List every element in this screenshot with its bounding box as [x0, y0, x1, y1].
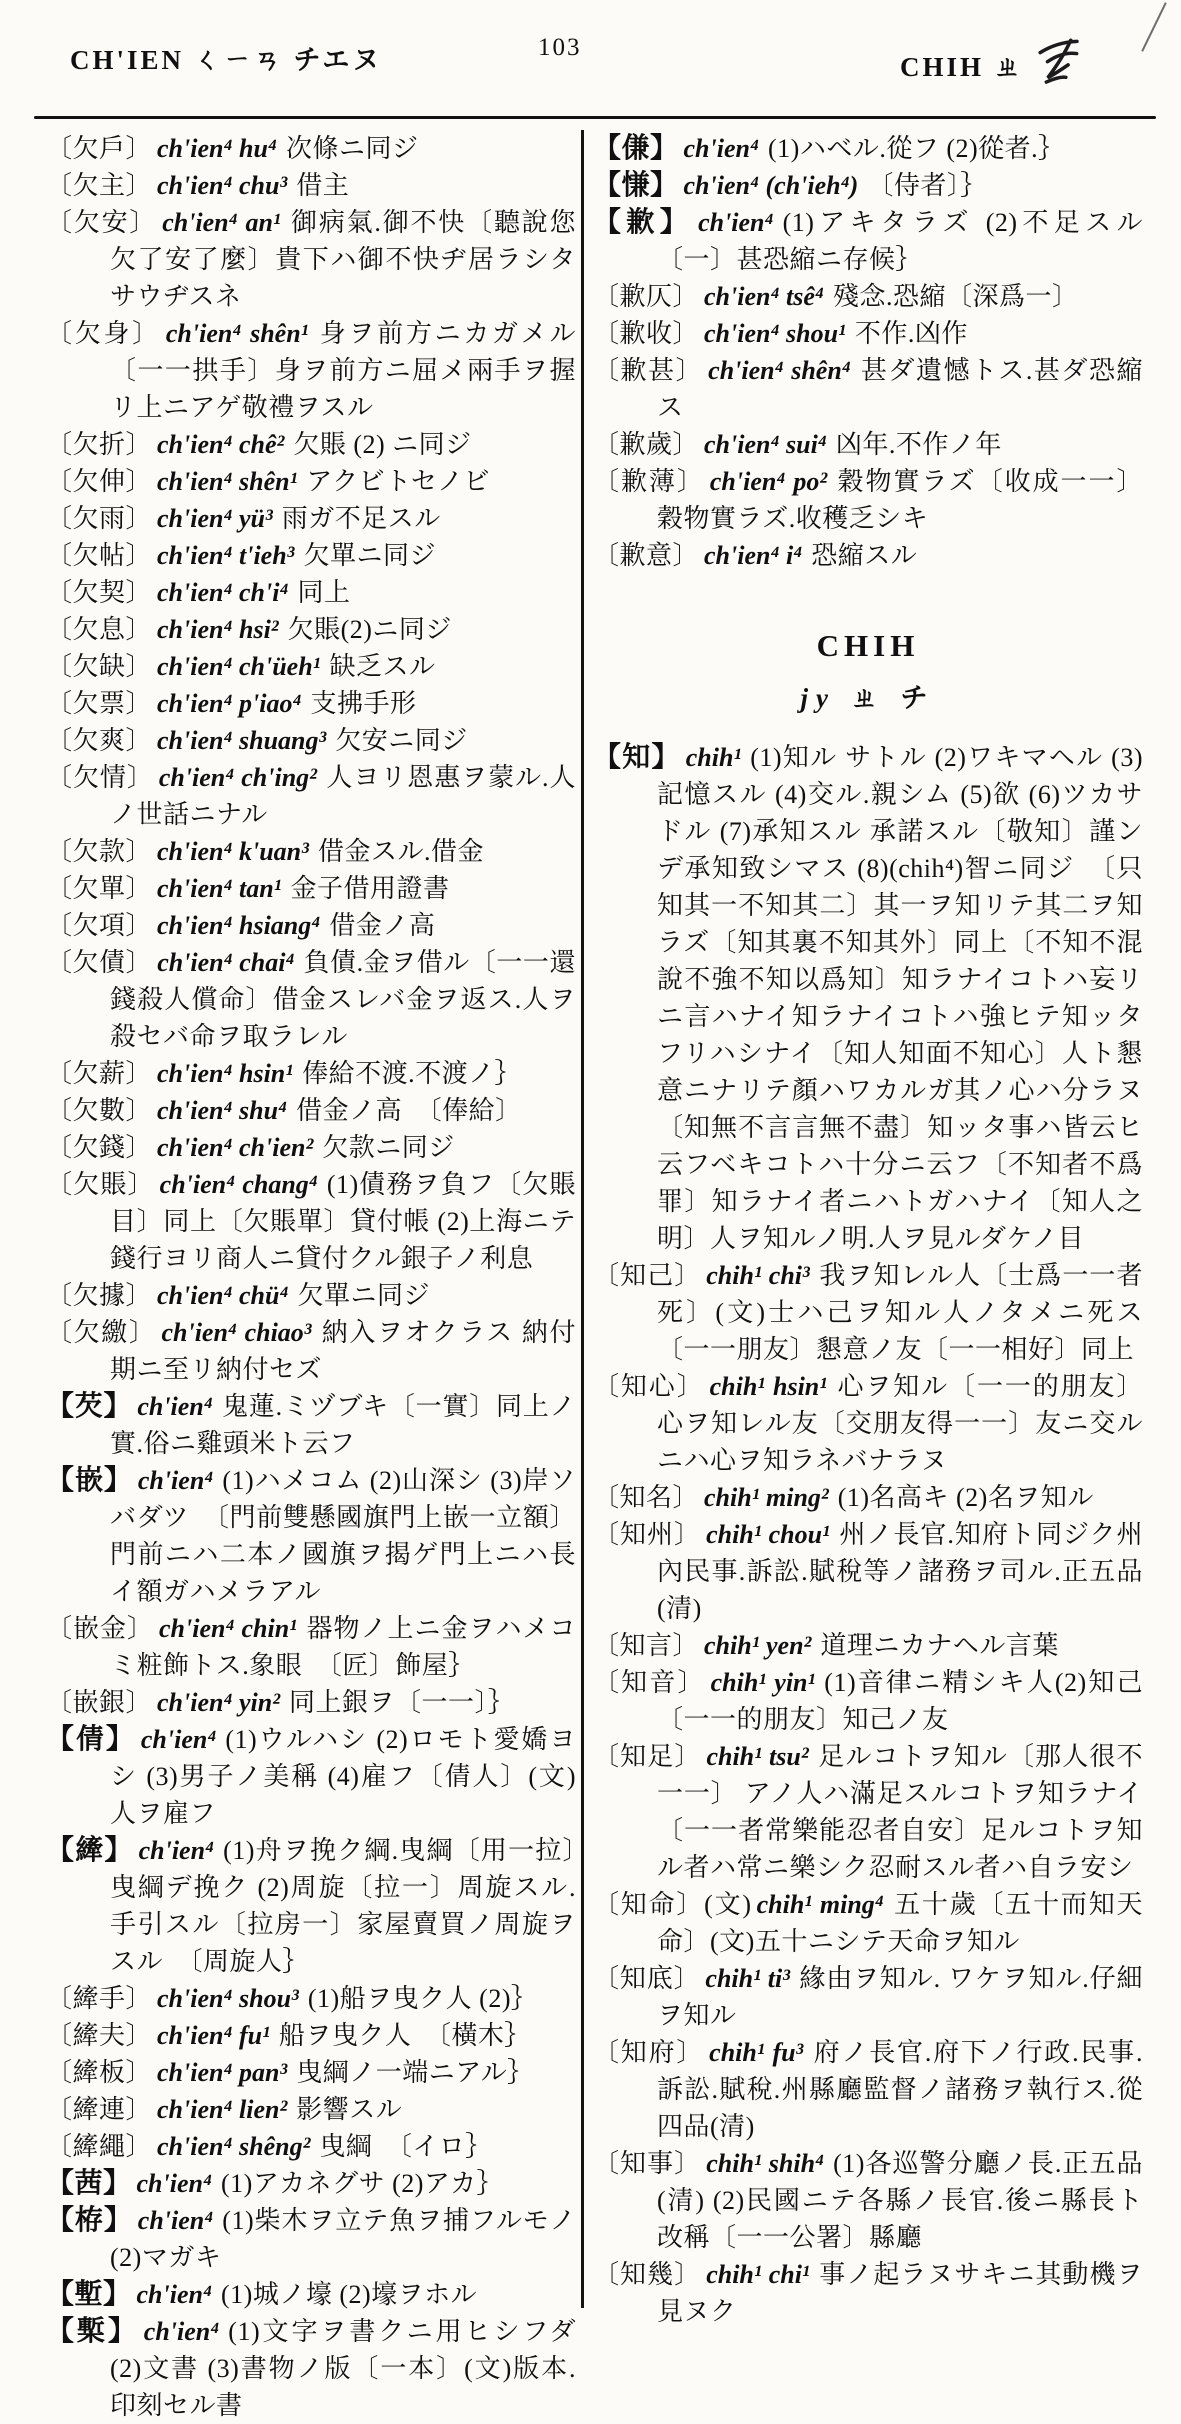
dictionary-entry: [593, 278, 1143, 315]
entry-definition: (1)音律ニ精シキ人(2)知己〔一一的朋友〕知己ノ友: [657, 1668, 1143, 1734]
entry-headword: 【塹】: [46, 2279, 132, 2310]
entry-romanization: ch'ien⁴ po²: [709, 467, 828, 496]
entry-definition: 五十歲〔五十而知天命〕(文)五十ニシテ天命ヲ知ル: [657, 1890, 1143, 1956]
dictionary-entry: [593, 1960, 1143, 2034]
entry-headword: 〔欠安〕: [46, 208, 158, 237]
entry-definition: 府ノ長官.府下ノ行政.民事.訴訟.賦稅.州縣廳監督ノ諸務ヲ執行ス.從四品(清): [657, 2038, 1143, 2141]
dictionary-entry: [46, 1092, 576, 1129]
dictionary-entry: [593, 130, 1143, 167]
entry-definition: 船ヲ曳ク人 〔橫木｝: [278, 2021, 531, 2050]
entry-headword: 〔欠單〕: [46, 874, 153, 903]
entry-headword: 〔欠息〕: [46, 615, 153, 644]
entry-definition: 支拂手形: [310, 689, 417, 718]
entry-romanization: ch'ien⁴ ch'ing²: [158, 763, 317, 792]
entry-definition: 人ヨリ恩惠ヲ蒙ル.人ノ世話ニナル: [110, 763, 576, 829]
entry-headword: 〔欠爽〕: [46, 726, 153, 755]
entry-headword: 〔欠帖〕: [46, 541, 153, 570]
entry-definition: (1)舟ヲ挽ク綱.曳綱〔用一拉〕曳綱デ挽ク (2)周旋〔拉一〕周旋スル.手引スル〔拉房一〕家屋賣買ノ周旋ヲスル 〔周旋人｝: [110, 1836, 576, 1976]
entry-romanization: chih¹ yin¹: [710, 1668, 816, 1697]
entry-headword: 【芡】: [46, 1391, 133, 1422]
entry-romanization: ch'ien⁴ chü⁴: [157, 1281, 289, 1310]
entry-definition: 借金ノ高: [329, 911, 436, 940]
entry-definition: 次條ニ同ジ: [285, 134, 419, 163]
dictionary-entry: [46, 537, 576, 574]
section-zhuyin-kana: ㄓ チ: [850, 683, 936, 713]
entry-definition: 鬼蓮.ミヅブキ〔一實〕同上ノ實.俗ニ雞頭米ト云フ: [110, 1392, 576, 1458]
right-column: [593, 130, 1170, 2424]
entry-definition: 欠賬(2)ニ同ジ: [287, 615, 452, 644]
entry-definition: 雨ガ不足スル: [281, 504, 441, 533]
entry-romanization: ch'ien⁴: [136, 2169, 213, 2198]
dictionary-entry: [46, 1055, 576, 1092]
dictionary-entry: [46, 1980, 576, 2017]
entry-romanization: ch'ien⁴ chê²: [157, 430, 285, 459]
entry-romanization: chih¹ ti³: [705, 1964, 790, 1993]
entry-headword: 〔縴連〕: [46, 2095, 153, 2124]
section-romanization: jy: [800, 683, 836, 713]
entry-headword: 〔知府〕: [593, 2038, 705, 2067]
entry-headword: 【傔】: [593, 133, 679, 164]
entry-headword: 〔欠伸〕: [46, 467, 153, 496]
entry-headword: 〔知幾〕: [593, 2260, 702, 2289]
entry-definition: (1)ウルハシ (2)ロモト愛嬌ヨシ (3)男子ノ美稱 (4)雇フ〔倩人〕(文)人ヲ雇フ: [110, 1725, 576, 1828]
header-guide-word-right: [900, 36, 1086, 93]
entry-headword: 【嵌】: [46, 1465, 133, 1496]
entry-definition: 州ノ長官.知府ト同ジク州內民事.訴訟.賦稅等ノ諸務ヲ司ル.正五品(清): [657, 1520, 1143, 1623]
entry-definition: 欠單ニ同ジ: [297, 1281, 431, 1310]
entry-definition: 緣由ヲ知ル. ワケヲ知ル.仔細ヲ知ル: [657, 1964, 1143, 2030]
dictionary-entry: [46, 1129, 576, 1166]
dictionary-entry: [593, 1516, 1143, 1627]
entry-romanization: ch'ien⁴: [138, 1836, 215, 1865]
entry-headword: 〔歉甚〕: [593, 356, 704, 385]
dictionary-entry: [46, 759, 576, 833]
dictionary-entry: [593, 167, 1143, 204]
entry-headword: 〔知音〕: [593, 1668, 706, 1697]
dictionary-entry: [46, 1832, 576, 1980]
entry-headword: 〔欠債〕: [46, 948, 153, 977]
entry-definition: 欠賬 (2) ニ同ジ: [293, 430, 472, 459]
right-column-entries-top: [593, 130, 1170, 574]
entry-definition: 足ルコトヲ知ル〔那人很不一一〕 アノ人ハ滿足スルコトヲ知ラナイ〔一一者常樂能忍者自安〕足ルコトヲ知ル者ハ常ニ樂シク忍耐スル者ハ自ラ安シ: [657, 1742, 1143, 1882]
entry-definition: 凶年.不作ノ年: [835, 430, 1002, 459]
entry-definition: 負債.金ヲ借ル〔一一還錢殺人償命〕借金スレバ金ヲ返ス.人ヲ殺セバ命ヲ取ラレル: [110, 948, 576, 1051]
entry-definition: 借金スル.借金: [317, 837, 484, 866]
entry-headword: 〔欠主〕: [46, 171, 153, 200]
entry-definition: 心ヲ知ル〔一一的朋友〕心ヲ知レル友〔交朋友得一一〕友ニ交ルニハ心ヲ知ラネバナラヌ: [657, 1372, 1143, 1475]
handwritten-chih-icon: [1030, 33, 1088, 90]
entry-definition: (1)城ノ壕 (2)壕ヲホル: [221, 2280, 478, 2309]
entry-romanization: chih¹: [685, 743, 742, 772]
entry-romanization: ch'ien⁴ shou³: [157, 1984, 299, 2013]
entry-definition: (1)船ヲ曳ク人 (2)｝: [307, 1984, 538, 2013]
entry-romanization: ch'ien⁴ fu¹: [157, 2021, 270, 2050]
entry-headword: 〔嵌金〕: [46, 1614, 155, 1643]
entry-headword: 【栫】: [46, 2205, 133, 2236]
entry-romanization: chih¹ chi³: [706, 1261, 810, 1290]
dictionary-entry: [593, 426, 1143, 463]
dictionary-entry: [593, 1257, 1143, 1368]
entry-headword: 〔欠票〕: [46, 689, 153, 718]
dictionary-entry: [46, 2202, 576, 2276]
section-heading-chih: [593, 628, 1143, 715]
entry-headword: 〔知心〕: [593, 1372, 705, 1401]
entry-definition: 欠安ニ同ジ: [335, 726, 468, 755]
entry-headword: 〔知州〕: [593, 1520, 702, 1549]
entry-definition: 甚ダ遺憾トス.甚ダ恐縮ス: [657, 356, 1143, 422]
entry-romanization: chih¹ chou¹: [706, 1520, 830, 1549]
header-rule: [34, 116, 1156, 119]
entry-romanization: ch'ien⁴ ch'ien²: [157, 1133, 314, 1162]
dictionary-entry: [593, 1664, 1143, 1738]
entry-definition: 事ノ起ラヌサキニ其動機ヲ見ヌク: [657, 2260, 1143, 2326]
entry-headword: 【縴】: [46, 1835, 134, 1866]
page-header: [0, 26, 1181, 92]
entry-headword: 〔歉收〕: [593, 319, 700, 348]
entry-definition: 穀物實ラズ〔收成一一〕穀物實ラズ.收穫乏シキ: [657, 467, 1143, 533]
entry-headword: 〔欠錢〕: [46, 1133, 153, 1162]
entry-headword: 〔欠契〕: [46, 578, 153, 607]
dictionary-entry: [46, 2017, 576, 2054]
dictionary-entry: [46, 463, 576, 500]
entry-headword: 〔知名〕: [593, 1483, 700, 1512]
dictionary-entry: [46, 130, 576, 167]
entry-romanization: ch'ien⁴ chin¹: [159, 1614, 297, 1643]
entry-romanization: ch'ien⁴: [136, 2280, 213, 2309]
entry-romanization: chih¹ tsu²: [706, 1742, 809, 1771]
entry-definition: 恐縮スル: [811, 541, 918, 570]
dictionary-entry: [46, 2165, 576, 2202]
entry-romanization: ch'ien⁴: [137, 1466, 214, 1495]
entry-definition: 御病氣.御不快〔聽說您欠了安了麼〕貴下ハ御不快ヂ居ラシタサウヂスネ: [110, 208, 576, 311]
entry-headword: 〔歉仄〕: [593, 282, 700, 311]
dictionary-entry: [46, 833, 576, 870]
entry-definition: 不作.凶作: [854, 319, 968, 348]
entry-definition: (1)ハベル.從フ (2)從者.｝: [768, 134, 1065, 163]
entry-definition: (1)名高キ (2)名ヲ知ル: [837, 1483, 1094, 1512]
entry-definition: 納入ヲオクラス 納付期ニ至リ納付セズ: [110, 1318, 576, 1384]
dictionary-entry: [46, 204, 576, 315]
dictionary-entry: [46, 1388, 576, 1462]
column-divider: [581, 130, 584, 2308]
dictionary-entry: [46, 426, 576, 463]
entry-romanization: ch'ien⁴ hsin¹: [157, 1059, 294, 1088]
dictionary-entry: [593, 2145, 1143, 2256]
entry-romanization: ch'ien⁴ shên¹: [157, 467, 298, 496]
dictionary-entry: [46, 2128, 576, 2165]
dictionary-entry: [46, 2313, 576, 2424]
entry-headword: 〔縴板〕: [46, 2058, 153, 2087]
entry-headword: 【知】: [593, 742, 681, 773]
dictionary-entry: [593, 2256, 1143, 2330]
entry-definition: 曳綱ノ一端ニアル｝: [296, 2058, 534, 2087]
dictionary-entry: [593, 352, 1143, 426]
entry-romanization: ch'ien⁴ ch'üeh¹: [157, 652, 321, 681]
entry-headword: 〔知底〕: [593, 1964, 701, 1993]
dictionary-entry: [46, 944, 576, 1055]
entry-romanization: chih¹ hsin¹: [709, 1372, 828, 1401]
entry-headword: 〔欠缺〕: [46, 652, 153, 681]
entry-headword: 【歉】: [593, 207, 694, 238]
entry-definition: 欠款ニ同ジ: [322, 1133, 455, 1162]
entry-romanization: ch'ien⁴ chang⁴: [159, 1170, 318, 1199]
entry-headword: 【倩】: [46, 1724, 136, 1755]
dictionary-entry: [46, 1610, 576, 1684]
entry-definition: 身ヲ前方ニカガメル〔一一拱手〕身ヲ前方ニ屈メ兩手ヲ握リ上ニアゲ敬禮ヲスル: [110, 319, 576, 422]
dictionary-entry: [593, 739, 1143, 1257]
entry-definition: 器物ノ上ニ金ヲハメコミ粧飾トス.象眼 〔匠〕飾屋｝: [110, 1614, 576, 1680]
entry-headword: 〔縴繩〕: [46, 2132, 153, 2161]
entry-definition: 欠單ニ同ジ: [303, 541, 436, 570]
entry-headword: 〔歉歲〕: [593, 430, 700, 459]
dictionary-entry: [593, 1368, 1143, 1479]
dictionary-entry: [46, 1462, 576, 1610]
entry-headword: 〔欠繳〕: [46, 1318, 157, 1347]
entry-headword: 〔欠賬〕: [46, 1170, 155, 1199]
dictionary-entry: [593, 1886, 1143, 1960]
dictionary-entry: [593, 1627, 1143, 1664]
header-guide-word-left: CH'IEN ㄑㄧㄢ チエヌ: [70, 45, 383, 75]
entry-headword: 〔知己〕: [593, 1261, 702, 1290]
entry-headword: 〔欠數〕: [46, 1096, 153, 1125]
dictionary-entry: [46, 1277, 576, 1314]
entry-romanization: ch'ien⁴ shêng²: [157, 2132, 311, 2161]
dictionary-entry: [46, 2091, 576, 2128]
entry-definition: 同上: [297, 578, 351, 607]
dictionary-entry: [46, 1166, 576, 1277]
entry-definition: (1)文字ヲ書クニ用ヒシフダ (2)文書 (3)書物ノ版〔一本〕(文)版本.印刻セル書: [110, 2317, 576, 2420]
entry-headword: 〔欠戶〕: [46, 134, 153, 163]
entry-romanization: ch'ien⁴ ch'i⁴: [157, 578, 289, 607]
entry-definition: 金子借用證書: [290, 874, 450, 903]
dictionary-entry: [46, 2054, 576, 2091]
entry-definition: 曳綱 〔イロ｝: [319, 2132, 492, 2161]
entry-romanization: ch'ien⁴ sui⁴: [704, 430, 827, 459]
dictionary-entry: [46, 1684, 576, 1721]
entry-headword: 〔欠據〕: [46, 1281, 153, 1310]
entry-romanization: ch'ien⁴ lien²: [157, 2095, 288, 2124]
entry-headword: 【槧】: [46, 2316, 139, 2347]
dictionary-entry: [46, 315, 576, 426]
dictionary-entry: [46, 722, 576, 759]
entry-headword: 〔欠薪〕: [46, 1059, 153, 1088]
section-title: CHIH: [816, 628, 920, 663]
entry-headword: 〔知事〕: [593, 2149, 702, 2178]
entry-definition: (1)債務ヲ負フ〔欠賬目〕同上〔欠賬單〕貸付帳 (2)上海ニテ錢行ヨリ商人ニ貸付クル銀子ノ利息: [110, 1170, 576, 1273]
entry-romanization: ch'ien⁴ pan³: [157, 2058, 288, 2087]
entry-headword: 〔欠款〕: [46, 837, 153, 866]
entry-romanization: ch'ien⁴ hsi²: [157, 615, 279, 644]
entry-headword: 【茜】: [46, 2168, 132, 2199]
dictionary-entry: [46, 907, 576, 944]
dictionary-entry: [593, 315, 1143, 352]
entry-headword: 〔知命〕(文): [593, 1890, 752, 1919]
left-column: [46, 130, 576, 2424]
right-column-entries-bottom: [593, 739, 1143, 2330]
entry-romanization: ch'ien⁴ shên¹: [165, 319, 309, 348]
entry-definition: (1)ハメコム (2)山深シ (3)岸ソバダツ 〔門前雙懸國旗門上嵌一立額〕門前ニハ二本ノ國旗ヲ揭ゲ門上ニハ長イ額ガハメラアル: [110, 1466, 576, 1606]
entry-definition: 〔侍者〕｝: [867, 171, 987, 200]
entry-romanization: ch'ien⁴: [137, 2206, 214, 2235]
entry-romanization: ch'ien⁴ shu⁴: [157, 1096, 288, 1125]
dictionary-entry: [593, 463, 1143, 537]
handwritten-annotation: [1030, 33, 1089, 97]
dictionary-columns: [46, 130, 1170, 2424]
entry-definition: (1)柴木ヲ立テ魚ヲ捕フルモノ (2)マガキ: [110, 2206, 576, 2272]
entry-romanization: ch'ien⁴: [143, 2317, 220, 2346]
dictionary-entry: [46, 1314, 576, 1388]
entry-romanization: ch'ien⁴ tsê⁴: [704, 282, 824, 311]
dictionary-entry: [46, 870, 576, 907]
entry-romanization: ch'ien⁴ yin²: [157, 1688, 281, 1717]
entry-romanization: ch'ien⁴ shou¹: [704, 319, 846, 348]
header-guide-word-right-text: CHIH ㄓ: [900, 52, 1024, 82]
entry-romanization: ch'ien⁴ chiao³: [161, 1318, 312, 1347]
entry-romanization: ch'ien⁴ shuang³: [157, 726, 327, 755]
page-number: 103: [538, 34, 582, 61]
entry-romanization: ch'ien⁴: [137, 1392, 213, 1421]
entry-headword: 〔欠雨〕: [46, 504, 153, 533]
entry-headword: 〔欠項〕: [46, 911, 153, 940]
entry-headword: 〔知言〕: [593, 1631, 700, 1660]
entry-headword: 〔知足〕: [593, 1742, 702, 1771]
entry-romanization: ch'ien⁴ p'iao⁴: [157, 689, 302, 718]
dictionary-entry: [46, 648, 576, 685]
entry-romanization: ch'ien⁴ tan¹: [157, 874, 282, 903]
entry-headword: 〔欠身〕: [46, 319, 161, 348]
entry-romanization: ch'ien⁴: [140, 1725, 217, 1754]
dictionary-entry: [46, 574, 576, 611]
dictionary-entry: [46, 611, 576, 648]
entry-romanization: ch'ien⁴: [683, 134, 760, 163]
entry-romanization: ch'ien⁴ i⁴: [704, 541, 803, 570]
entry-romanization: chih¹ chi¹: [706, 2260, 810, 2289]
dictionary-entry: [593, 1479, 1143, 1516]
dictionary-entry: [46, 1721, 576, 1832]
entry-romanization: ch'ien⁴ k'uan³: [157, 837, 309, 866]
entry-definition: 殘念.恐縮〔深爲一〕: [832, 282, 1079, 311]
entry-headword: 〔縴手〕: [46, 1984, 153, 2013]
entry-definition: 我ヲ知レル人〔士爲一一者死〕(文)士ハ己ヲ知ル人ノタメニ死ス〔一一朋友〕懇意ノ友〔一一相好〕同上: [657, 1261, 1143, 1364]
entry-romanization: ch'ien⁴ chai⁴: [157, 948, 295, 977]
entry-romanization: chih¹ fu³: [709, 2038, 804, 2067]
entry-romanization: ch'ien⁴ hsiang⁴: [157, 911, 321, 940]
entry-definition: 影響スル: [296, 2095, 403, 2124]
entry-headword: 〔縴夫〕: [46, 2021, 153, 2050]
entry-definition: 缺乏スル: [329, 652, 436, 681]
dictionary-entry: [46, 2276, 576, 2313]
entry-romanization: chih¹ yen²: [704, 1631, 812, 1660]
entry-headword: 〔歉薄〕: [593, 467, 705, 496]
entry-headword: 〔歉意〕: [593, 541, 700, 570]
dictionary-entry: [593, 537, 1143, 574]
dictionary-entry: [46, 500, 576, 537]
entry-romanization: ch'ien⁴ yü³: [157, 504, 273, 533]
dictionary-entry: [593, 2034, 1143, 2145]
section-pronunciation: [593, 676, 1143, 715]
entry-definition: 道理ニカナヘル言葉: [820, 1631, 1059, 1660]
entry-headword: 〔欠折〕: [46, 430, 153, 459]
entry-definition: 俸給不渡.不渡ノ｝: [302, 1059, 522, 1088]
dictionary-entry: [593, 204, 1170, 278]
entry-headword: 〔嵌銀〕: [46, 1688, 153, 1717]
entry-headword: 【慊】: [593, 170, 679, 201]
entry-definition: (1)各巡警分廳ノ長.正五品(清) (2)民國ニテ各縣ノ長官.後ニ縣長ト改稱〔一一公署〕縣廳: [657, 2149, 1143, 2252]
entry-romanization: chih¹ shih⁴: [706, 2149, 825, 2178]
entry-romanization: ch'ien⁴ an¹: [162, 208, 281, 237]
dictionary-entry: [593, 1738, 1143, 1886]
entry-definition: 借主: [296, 171, 350, 200]
entry-romanization: ch'ien⁴ shên⁴: [708, 356, 851, 385]
entry-romanization: ch'ien⁴ chu³: [157, 171, 288, 200]
entry-romanization: chih¹ ming²: [704, 1483, 829, 1512]
entry-romanization: chih¹ ming⁴: [756, 1890, 884, 1919]
entry-definition: 同上銀ヲ〔一一〕｝: [289, 1688, 515, 1717]
entry-romanization: ch'ien⁴ t'ieh³: [157, 541, 295, 570]
entry-headword: 〔欠情〕: [46, 763, 154, 792]
entry-definition: 借金ノ高 〔俸給〕: [296, 1096, 522, 1125]
entry-definition: アクビトセノビ: [306, 467, 491, 496]
entry-romanization: ch'ien⁴ (ch'ieh⁴): [683, 171, 859, 200]
entry-romanization: ch'ien⁴ hu⁴: [157, 134, 277, 163]
dictionary-entry: [46, 685, 576, 722]
dictionary-entry: [46, 167, 576, 204]
entry-definition: (1)アカネグサ (2)アカ｝: [221, 2169, 504, 2198]
entry-definition: (1)知ル サトル (2)ワキマヘル (3)記憶スル (4)交ル.親シム (5)欲 (6)ツカサドル (7)承知スル 承諾スル〔敬知〕謹ンデ承知致シマス (8)(chih⁴)智ニ同ジ 〔只知其一不知其二〕其一ヲ知リテ其二ヲ知ラズ〔知其裏不知其外〕同上〔不知不混說不強不知以爲知〕知ラナイコトハ妄リニ言ハナイ知ラナイコトハ強ヒテ知ッタフリハシナイ〔知人知面不知心〕人ト懇意ニナリテ顏ハワカルガ其ノ心ハ分ラヌ〔知無不言言無不盡〕知ッタ事ハ皆云ヒ云フベキコトハ十分ニ云フ〔不知者不爲罪〕知ラナイ者ニハトガハナイ〔知人之明〕人ヲ知ルノ明.人ヲ見ルダケノ目: [657, 743, 1143, 1253]
entry-definition: (1)アキタラズ (2)不足スル 〔一〕甚恐縮ニ存候｝: [657, 208, 1170, 274]
entry-romanization: ch'ien⁴: [698, 208, 774, 237]
